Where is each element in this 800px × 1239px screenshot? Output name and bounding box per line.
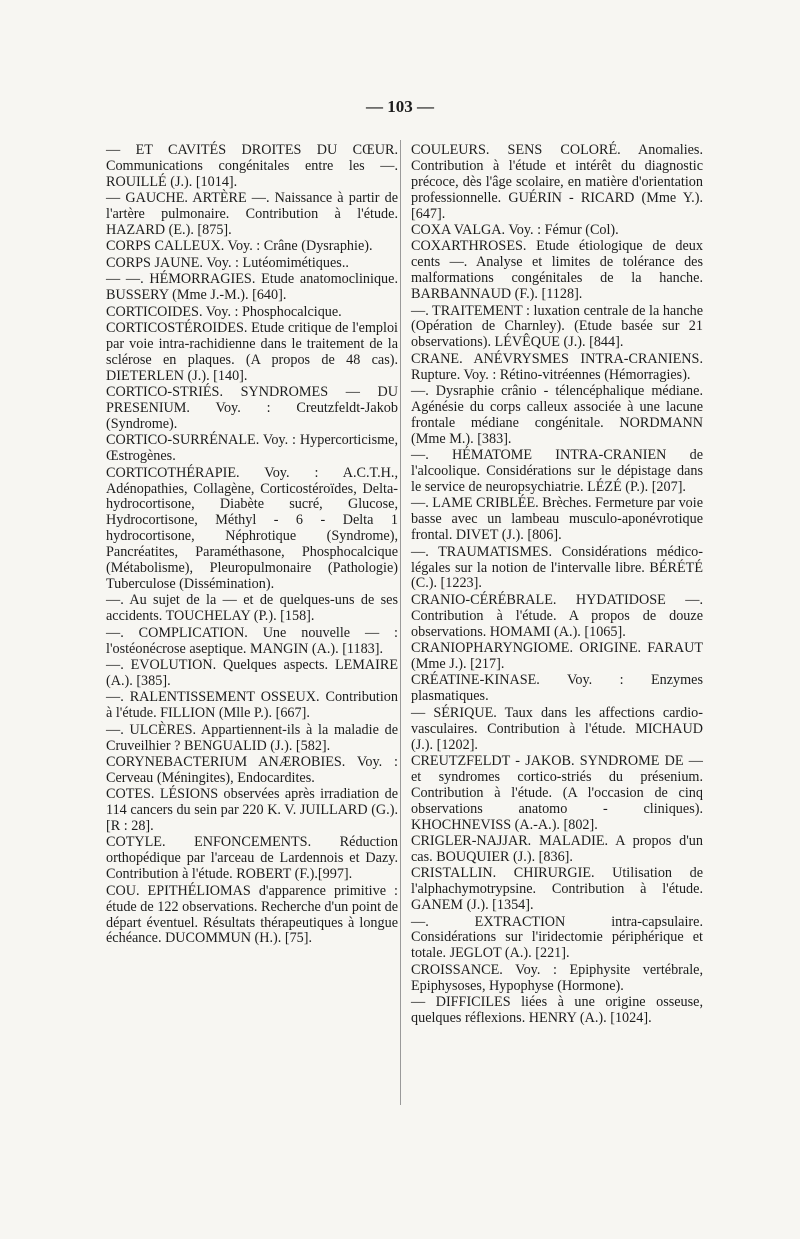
index-entry: — DIFFICILES liées à une origine osseuse, quelques réflexions. HENRY (A.). [1024]. (411, 994, 703, 1026)
index-entry: — GAUCHE. ARTÈRE —. Naissance à partir de l'artère pulmonaire. Contribution à l'étude. HAZARD (E.). [875]. (106, 190, 398, 239)
index-entry: —. EXTRACTION intra-capsulaire. Considérations sur l'iridectomie périphérique et totale. JEGLOT (A.). [221]. (411, 913, 703, 962)
index-entry: — ET CAVITÉS DROITES DU CŒUR. Communications congénitales entre les —. ROUILLÉ (J.). [1014]. (106, 142, 398, 190)
index-entry: COU. EPITHÉLIOMAS d'apparence primitive : étude de 122 observations. Recherche d'un point de départ éventuel. Résultats thérapeutiques à longue échéance. DUCOMMUN (H.). [75]. (106, 882, 398, 947)
column-divider (400, 140, 401, 1105)
index-entry: CRANIO-CÉRÉBRALE. HYDATIDOSE —. Contribution à l'étude. A propos de douze observations. HOMAMI (A.). [1065]. (411, 591, 703, 640)
index-entry: —. TRAITEMENT : luxation centrale de la hanche (Opération de Charnley). (Etude basée sur 21 observations). LÉVÊQUE (J.). [844]. (411, 302, 703, 351)
index-entry: CREUTZFELDT - JAKOB. SYNDROME DE — et syndromes cortico-striés du présenium. Contribution à l'étude. (A l'occasion de cinq observations anatomo - cliniques). KHOCHNEVISS (A.-A.). [802]. (411, 752, 703, 833)
index-entry: —. RALENTISSEMENT OSSEUX. Contribution à l'étude. FILLION (Mlle P.). [667]. (106, 689, 398, 722)
index-entry: CRANIOPHARYNGIOME. ORIGINE. FARAUT (Mme J.). [217]. (411, 640, 703, 672)
index-entry: —. LAME CRIBLÉE. Brèches. Fermeture par voie basse avec un lambeau musculo-aponévrotique frontal. DIVET (J.). [806]. (411, 495, 703, 544)
index-entry: — SÉRIQUE. Taux dans les affections cardio-vasculaires. Contribution à l'étude. MICHAUD (J.). [1202]. (411, 704, 703, 753)
index-entry: —. COMPLICATION. Une nouvelle — : l'ostéonécrose aseptique. MANGIN (A.). [1183]. (106, 624, 398, 657)
index-entry: CORPS JAUNE. Voy. : Lutéomimétiques.. (106, 254, 349, 271)
index-entry: CRISTALLIN. CHIRURGIE. Utilisation de l'alphachymotrypsine. Contribution à l'étude. GANEM (J.). [1354]. (411, 865, 703, 914)
right-column (411, 143, 703, 1027)
index-entry: CORPS CALLEUX. Voy. : Crâne (Dysraphie). (106, 238, 373, 255)
index-entry: CORTICOIDES. Voy. : Phosphocalcique. (106, 303, 342, 320)
index-entry: CORTICOTHÉRAPIE. Voy. : A.C.T.H., Adénopathies, Collagène, Corticostéroïdes, Delta-hydrocortisone, Diabète sucré, Glucose, Hydrocortisone, Méthyl - 6 - Delta 1 hydrocortisone, Néphrotique (Syndrome), Pancréatites, Paraméthasone, Phosphocalcique (Métabolisme), Pleuropulmonaire (Pathologie) Tuberculose (Dissémination). (106, 464, 398, 592)
index-entry: COULEURS. SENS COLORÉ. Anomalies. Contribution à l'étude et intérêt du diagnostic précoce, dès l'âge scolaire, en matière d'orientation professionnelle. GUÉRIN - RICARD (Mme Y.). [647]. (411, 142, 703, 222)
index-entry: —. ULCÈRES. Appartiennent-ils à la maladie de Cruveilhier ? BENGUALID (J.). [582]. (106, 721, 398, 754)
page-number: — 103 — (366, 97, 434, 116)
index-entry: COTYLE. ENFONCEMENTS. Réduction orthopédique par l'arceau de Lardennois et Dazy. Contribution à l'étude. ROBERT (F.).[997]. (106, 834, 398, 883)
index-entry: —. Au sujet de la — et de quelques-uns de ses accidents. TOUCHELAY (P.). [158]. (106, 592, 398, 625)
index-entry: CORTICO-SURRÉNALE. Voy. : Hypercorticisme, Œstrogènes. (106, 432, 398, 465)
index-entry: —. HÉMATOME INTRA-CRANIEN de l'alcoolique. Considérations sur le dépistage dans le service de neuropsychiatrie. LÉZÉ (P.). [207]. (411, 447, 703, 496)
left-column (106, 143, 398, 948)
index-entry: —. Dysraphie crânio - télencéphalique médiane. Agénésie du corps calleux associée à une lacune frontale médiane congénitale. NORDMANN (Mme M.). [383]. (411, 383, 703, 447)
index-entry: —. EVOLUTION. Quelques aspects. LEMAIRE (A.). [385]. (106, 657, 398, 689)
index-entry: CRÉATINE-KINASE. Voy. : Enzymes plasmatiques. (411, 672, 703, 705)
index-entry: CRANE. ANÉVRYSMES INTRA-CRANIENS. Rupture. Voy. : Rétino-vitréennes (Hémorragies). (411, 350, 703, 383)
index-entry: CORTICOSTÉROIDES. Etude critique de l'emploi par voie intra-rachidienne dans le traitement de la sclérose en plaques. (A propos de 48 cas). DIETERLEN (J.). [140]. (106, 319, 398, 384)
index-entry: COXARTHROSES. Etude étiologique de deux cents —. Analyse et limites de tolérance des malformations congénitales de la hanche. BARBANNAUD (F.). [1128]. (411, 238, 703, 303)
index-entry: CORYNEBACTERIUM ANÆROBIES. Voy. : Cerveau (Méningites), Endocardites. (106, 753, 398, 786)
index-entry: —. TRAUMATISMES. Considérations médico-légales sur la notion de l'intervalle libre. BÉRÉTÉ (C.). [1223]. (411, 543, 703, 592)
index-entry: CROISSANCE. Voy. : Epiphysite vertébrale, Epiphysoses, Hypophyse (Hormone). (411, 961, 703, 994)
index-entry: COTES. LÉSIONS observées après irradiation de 114 cancers du sein par 220 K. V. JUILLARD (G.). [R : 28]. (106, 786, 398, 835)
index-entry: CRIGLER-NAJJAR. MALADIE. A propos d'un cas. BOUQUIER (J.). [836]. (411, 832, 703, 865)
index-entry: — —. HÉMORRAGIES. Etude anatomoclinique. BUSSERY (Mme J.-M.). [640]. (106, 271, 398, 304)
index-entry: COXA VALGA. Voy. : Fémur (Col). (411, 222, 619, 239)
index-entry: CORTICO-STRIÉS. SYNDROMES — DU PRESENIUM. Voy. : Creutzfeldt-Jakob (Syndrome). (106, 384, 398, 432)
